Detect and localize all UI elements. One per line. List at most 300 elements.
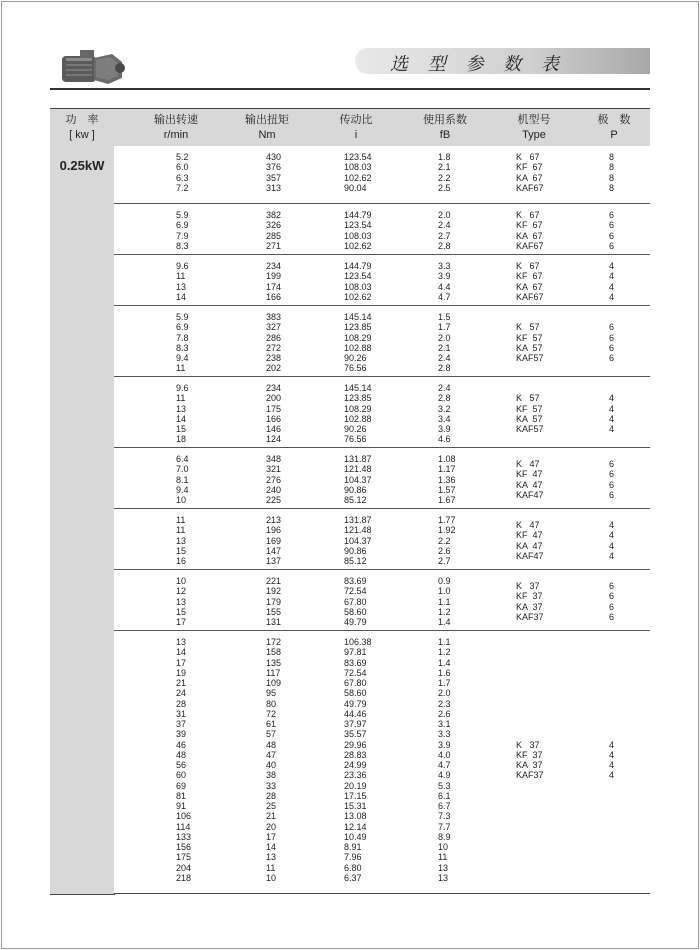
service-factor-cell: 11 (438, 852, 448, 863)
type-row (516, 469, 650, 479)
ratio-cell: 102.62 (344, 172, 372, 183)
service-factor-cell: 1.08 (438, 454, 456, 464)
ratio-cell: 102.88 (344, 413, 372, 424)
table-header (50, 108, 650, 148)
output-speed-cell: 28 (176, 698, 187, 709)
poles-cell: 6 (609, 489, 615, 500)
service-factor-cell: 4.4 (438, 281, 451, 292)
ratio-cell: 15.31 (344, 801, 367, 811)
service-factor-cell: 6.1 (438, 790, 451, 801)
poles-cell: 6 (609, 322, 615, 333)
poles-cell: 6 (609, 332, 615, 343)
page-title: 选 型 参 数 表 (390, 54, 566, 75)
header-rule (50, 88, 650, 90)
output-speed-cell: 13 (176, 281, 187, 292)
output-torque-cell: 357 (266, 172, 282, 183)
table-row (114, 781, 650, 791)
type-row (516, 581, 650, 591)
ratio-cell: 145.14 (344, 312, 372, 322)
output-torque-cell: 376 (266, 162, 282, 173)
header-power: 功 率 [ kw ] (65, 114, 99, 141)
table-row (114, 719, 650, 729)
type-row (516, 210, 650, 220)
type-cell: K 37 (516, 739, 540, 750)
ratio-cell: 6.80 (344, 862, 362, 873)
output-speed-cell: 12 (176, 586, 187, 597)
output-speed-cell: 13 (176, 403, 187, 414)
type-row (516, 333, 650, 343)
table-row (114, 822, 650, 832)
table-row (114, 842, 650, 852)
type-cell: KA 37 (516, 601, 543, 612)
output-torque-cell: 61 (266, 719, 277, 729)
header-output-torque: 输出扭矩 Nm (245, 114, 289, 141)
type-cell: KA 47 (516, 540, 543, 551)
ratio-cell: 90.04 (344, 182, 367, 193)
service-factor-cell: 2.7 (438, 556, 451, 566)
output-speed-cell: 6.4 (176, 454, 189, 464)
type-cell: KF 57 (516, 332, 543, 343)
output-torque-cell: 382 (266, 210, 282, 220)
service-factor-cell: 3.4 (438, 413, 451, 424)
output-torque-cell: 271 (266, 240, 282, 251)
table-row (114, 312, 650, 322)
output-speed-cell: 10 (176, 495, 187, 505)
type-row (516, 152, 650, 162)
output-torque-cell: 47 (266, 749, 277, 760)
output-speed-cell: 11 (176, 525, 186, 536)
output-torque-cell: 430 (266, 152, 282, 162)
service-factor-cell: 13 (438, 872, 449, 883)
ratio-cell: 76.56 (344, 434, 367, 445)
poles-cell: 8 (609, 172, 615, 183)
output-speed-cell: 106 (176, 811, 192, 822)
ratio-cell: 108.03 (344, 230, 372, 241)
table-row (114, 434, 650, 444)
service-factor-cell: 3.3 (438, 729, 451, 740)
ratio-cell: 58.60 (344, 688, 367, 699)
type-cell: KA 47 (516, 479, 543, 490)
output-torque-cell: 28 (266, 790, 277, 801)
poles-cell: 4 (609, 271, 615, 282)
poles-cell: 4 (609, 424, 615, 434)
output-torque-cell: 57 (266, 729, 277, 740)
service-factor-cell: 1.1 (438, 596, 451, 607)
poles-cell: 6 (609, 240, 615, 251)
type-cell: K 47 (516, 520, 540, 531)
type-row (516, 231, 650, 241)
ratio-cell: 123.54 (344, 271, 372, 282)
output-speed-cell: 5.2 (176, 152, 189, 162)
table-row (114, 668, 650, 678)
header-type: 机型号 Type (517, 114, 551, 141)
type-cell: KA 57 (516, 413, 543, 424)
type-row (516, 414, 650, 424)
output-torque-cell: 234 (266, 383, 282, 393)
output-torque-cell: 13 (266, 852, 277, 863)
poles-cell: 6 (609, 230, 615, 241)
table-row (114, 363, 650, 373)
output-torque-cell: 179 (266, 596, 282, 607)
ratio-cell: 72.54 (344, 667, 367, 678)
output-torque-cell: 124 (266, 434, 282, 445)
service-factor-cell: 2.5 (438, 182, 451, 193)
table-row (114, 699, 650, 709)
type-cell: KAF37 (516, 770, 544, 781)
poles-cell: 4 (609, 530, 615, 541)
poles-cell: 4 (609, 393, 615, 404)
service-factor-cell: 2.0 (438, 332, 451, 343)
output-torque-cell: 202 (266, 363, 282, 374)
type-cell: KF 67 (516, 271, 543, 282)
service-factor-cell: 2.4 (438, 383, 451, 393)
ratio-cell: 102.62 (344, 240, 372, 251)
type-row (516, 760, 650, 770)
output-speed-cell: 46 (176, 739, 187, 750)
output-speed-cell: 114 (176, 821, 191, 832)
output-torque-cell: 276 (266, 474, 282, 485)
output-speed-cell: 21 (176, 678, 187, 688)
ratio-cell: 104.37 (344, 535, 372, 546)
row-group (114, 306, 650, 377)
type-cell: KAF67 (516, 240, 544, 251)
ratio-cell: 106.38 (344, 637, 372, 647)
ratio-cell: 102.88 (344, 342, 372, 353)
poles-cell: 8 (609, 162, 615, 173)
selection-table (50, 108, 650, 894)
table-row (114, 688, 650, 698)
output-speed-cell: 204 (176, 862, 192, 873)
type-cell: K 67 (516, 152, 540, 162)
output-torque-cell: 272 (266, 342, 282, 353)
type-cell: KAF67 (516, 182, 544, 193)
row-group (114, 377, 650, 448)
output-torque-cell: 285 (266, 230, 282, 241)
table-row (114, 729, 650, 739)
type-cell: K 37 (516, 581, 540, 592)
type-cell: KA 37 (516, 760, 543, 770)
service-factor-cell: 2.0 (438, 210, 451, 220)
ratio-cell: 131.87 (344, 454, 372, 464)
service-factor-cell: 2.3 (438, 698, 451, 709)
type-cell: KAF47 (516, 550, 544, 561)
ratio-cell: 28.83 (344, 749, 367, 760)
poles-cell: 4 (609, 550, 615, 561)
service-factor-cell: 2.8 (438, 240, 451, 251)
output-speed-cell: 175 (176, 852, 192, 863)
service-factor-cell: 3.3 (438, 261, 451, 271)
poles-cell: 6 (609, 581, 615, 592)
output-speed-cell: 7.0 (176, 464, 189, 475)
output-torque-cell: 166 (266, 291, 282, 302)
output-speed-cell: 9.4 (176, 353, 189, 363)
type-row (516, 770, 650, 780)
type-cell: K 67 (516, 210, 540, 220)
ratio-cell: 108.03 (344, 162, 372, 173)
output-torque-cell: 196 (266, 525, 282, 536)
ratio-cell: 123.85 (344, 322, 372, 333)
ratio-cell: 29.96 (344, 739, 367, 750)
table-row (114, 863, 650, 873)
poles-cell: 6 (609, 601, 615, 612)
poles-cell: 6 (609, 469, 615, 480)
table-row (114, 709, 650, 719)
type-row (516, 459, 650, 469)
service-factor-cell: 1.7 (438, 678, 451, 688)
header-ratio: 传动比 i (339, 114, 373, 141)
table-row (114, 852, 650, 862)
ratio-cell: 58.60 (344, 606, 367, 617)
output-torque-cell: 175 (266, 403, 282, 414)
table-body (114, 146, 650, 894)
output-torque-cell: 200 (266, 393, 282, 404)
output-speed-cell: 37 (176, 719, 187, 729)
service-factor-cell: 1.4 (438, 657, 451, 668)
type-cell: KF 67 (516, 162, 543, 173)
service-factor-cell: 4.7 (438, 291, 451, 302)
output-torque-cell: 146 (266, 424, 282, 434)
service-factor-cell: 2.7 (438, 230, 451, 241)
output-speed-cell: 18 (176, 434, 187, 445)
output-torque-cell: 158 (266, 647, 282, 658)
service-factor-cell: 4.9 (438, 770, 451, 781)
output-speed-cell: 13 (176, 596, 187, 607)
type-row (516, 271, 650, 281)
ratio-cell: 144.79 (344, 261, 372, 271)
table-row (114, 637, 650, 647)
output-speed-cell: 17 (176, 657, 187, 668)
type-cell: KA 67 (516, 281, 543, 292)
output-speed-cell: 17 (176, 617, 187, 627)
output-torque-cell: 326 (266, 220, 282, 231)
header-output-speed: 输出转速 r/min (154, 114, 198, 141)
table-row (114, 647, 650, 657)
ratio-cell: 8.91 (344, 842, 362, 852)
type-cell: KAF47 (516, 489, 544, 500)
type-row (516, 602, 650, 612)
ratio-cell: 85.12 (344, 556, 367, 566)
output-speed-cell: 6.0 (176, 162, 189, 173)
service-factor-cell: 7.3 (438, 811, 451, 822)
service-factor-cell: 1.6 (438, 667, 451, 678)
ratio-cell: 67.80 (344, 596, 367, 607)
output-torque-cell: 33 (266, 780, 277, 791)
type-row (516, 424, 650, 434)
ratio-cell: 145.14 (344, 383, 372, 393)
type-row (516, 551, 650, 561)
output-torque-cell: 240 (266, 484, 282, 495)
output-speed-cell: 9.6 (176, 383, 189, 393)
ratio-cell: 90.86 (344, 545, 367, 556)
service-factor-cell: 4.7 (438, 760, 451, 770)
row-group (114, 509, 650, 570)
poles-cell: 6 (609, 479, 615, 490)
output-torque-cell: 117 (266, 667, 281, 678)
poles-cell: 4 (609, 261, 615, 271)
ratio-cell: 35.57 (344, 729, 367, 740)
type-cell: KAF67 (516, 291, 544, 302)
service-factor-cell: 3.9 (438, 271, 451, 282)
output-speed-cell: 91 (176, 801, 187, 811)
poles-cell: 4 (609, 760, 615, 770)
ratio-cell: 23.36 (344, 770, 367, 781)
output-torque-cell: 11 (266, 862, 276, 873)
service-factor-cell: 2.1 (438, 342, 451, 353)
ratio-cell: 10.49 (344, 831, 367, 842)
poles-cell: 8 (609, 152, 615, 162)
service-factor-cell: 3.9 (438, 424, 451, 434)
type-row (516, 261, 650, 271)
service-factor-cell: 2.2 (438, 535, 451, 546)
poles-cell: 4 (609, 520, 615, 531)
output-speed-cell: 69 (176, 780, 187, 791)
output-speed-cell: 8.3 (176, 342, 189, 353)
output-torque-cell: 234 (266, 261, 282, 271)
type-cell: KA 67 (516, 172, 543, 183)
output-torque-cell: 80 (266, 698, 277, 709)
output-speed-cell: 11 (176, 271, 186, 282)
service-factor-cell: 8.9 (438, 831, 451, 842)
gearmotor-image (60, 48, 130, 88)
ratio-cell: 7.96 (344, 852, 362, 863)
ratio-cell: 97.81 (344, 647, 367, 658)
output-speed-cell: 13 (176, 637, 187, 647)
output-speed-cell: 81 (176, 790, 187, 801)
ratio-cell: 108.29 (344, 332, 372, 343)
type-cell: KA 67 (516, 230, 543, 241)
type-row (516, 220, 650, 230)
table-row (114, 801, 650, 811)
service-factor-cell: 3.2 (438, 403, 451, 414)
ratio-cell: 76.56 (344, 363, 367, 374)
service-factor-cell: 0.9 (438, 576, 451, 586)
service-factor-cell: 1.92 (438, 525, 456, 536)
service-factor-cell: 1.4 (438, 617, 451, 627)
type-cell: KAF57 (516, 424, 544, 434)
ratio-cell: 85.12 (344, 495, 367, 505)
type-row (516, 541, 650, 551)
header-service-factor: 使用系数 fB (423, 114, 467, 141)
output-torque-cell: 72 (266, 708, 277, 719)
output-torque-cell: 21 (266, 811, 277, 822)
service-factor-cell: 1.2 (438, 647, 451, 658)
service-factor-cell: 2.4 (438, 220, 451, 231)
service-factor-cell: 2.8 (438, 393, 451, 404)
type-row (516, 292, 650, 302)
service-factor-cell: 5.3 (438, 780, 451, 791)
poles-cell: 6 (609, 342, 615, 353)
ratio-cell: 123.54 (344, 220, 372, 231)
output-speed-cell: 156 (176, 842, 192, 852)
service-factor-cell: 7.7 (438, 821, 451, 832)
service-factor-cell: 13 (438, 862, 449, 873)
service-factor-cell: 4.6 (438, 434, 451, 445)
table-row (114, 811, 650, 821)
poles-cell: 6 (609, 591, 615, 602)
row-group (114, 204, 650, 255)
service-factor-cell: 2.6 (438, 545, 451, 556)
ratio-cell: 121.48 (344, 464, 372, 475)
output-speed-cell: 7.9 (176, 230, 189, 241)
type-row (516, 612, 650, 622)
output-speed-cell: 9.6 (176, 261, 189, 271)
output-torque-cell: 174 (266, 281, 282, 292)
output-speed-cell: 218 (176, 872, 192, 883)
poles-cell: 6 (609, 220, 615, 231)
type-cell: KA 57 (516, 342, 543, 353)
type-cell: K 47 (516, 459, 540, 470)
row-group (114, 570, 650, 631)
output-torque-cell: 14 (266, 842, 277, 852)
ratio-cell: 6.37 (344, 872, 362, 883)
service-factor-cell: 1.7 (438, 322, 451, 333)
ratio-cell: 49.79 (344, 698, 367, 709)
type-row (516, 480, 650, 490)
type-row (516, 404, 650, 414)
output-speed-cell: 39 (176, 729, 187, 740)
type-cell: KF 67 (516, 220, 543, 231)
poles-cell: 4 (609, 291, 615, 302)
service-factor-cell: 1.8 (438, 152, 451, 162)
output-torque-cell: 166 (266, 413, 282, 424)
service-factor-cell: 1.1 (438, 637, 451, 647)
output-torque-cell: 137 (266, 556, 282, 566)
output-speed-cell: 15 (176, 424, 187, 434)
output-speed-cell: 7.2 (176, 182, 189, 193)
output-speed-cell: 8.3 (176, 240, 189, 251)
type-row (516, 173, 650, 183)
ratio-cell: 104.37 (344, 474, 372, 485)
ratio-cell: 83.69 (344, 657, 367, 668)
type-cell: KAF37 (516, 611, 544, 622)
table-row (114, 658, 650, 668)
poles-cell: 4 (609, 739, 615, 750)
type-row (516, 591, 650, 601)
output-speed-cell: 7.8 (176, 332, 189, 343)
ratio-cell: 13.08 (344, 811, 367, 822)
output-torque-cell: 95 (266, 688, 277, 699)
poles-cell: 4 (609, 749, 615, 760)
service-factor-cell: 2.4 (438, 353, 451, 363)
output-speed-cell: 9.4 (176, 484, 189, 495)
output-torque-cell: 199 (266, 271, 282, 282)
poles-cell: 6 (609, 459, 615, 470)
service-factor-cell: 1.67 (438, 495, 456, 505)
output-speed-cell: 5.9 (176, 210, 189, 220)
output-torque-cell: 17 (266, 831, 277, 842)
output-speed-cell: 31 (176, 708, 187, 719)
ratio-cell: 102.62 (344, 291, 372, 302)
output-speed-cell: 5.9 (176, 312, 189, 322)
poles-cell: 6 (609, 353, 615, 363)
ratio-cell: 72.54 (344, 586, 367, 597)
service-factor-cell: 3.9 (438, 739, 451, 750)
ratio-cell: 123.85 (344, 393, 372, 404)
type-cell: KF 57 (516, 403, 543, 414)
row-group (114, 448, 650, 509)
ratio-cell: 12.14 (344, 821, 367, 832)
output-speed-cell: 8.1 (176, 474, 189, 485)
output-torque-cell: 135 (266, 657, 282, 668)
poles-cell: 6 (609, 611, 615, 622)
output-torque-cell: 20 (266, 821, 277, 832)
output-torque-cell: 321 (266, 464, 282, 475)
type-row (516, 520, 650, 530)
ratio-cell: 90.26 (344, 353, 367, 363)
output-torque-cell: 131 (266, 617, 282, 627)
type-row (516, 183, 650, 193)
output-torque-cell: 48 (266, 739, 277, 750)
